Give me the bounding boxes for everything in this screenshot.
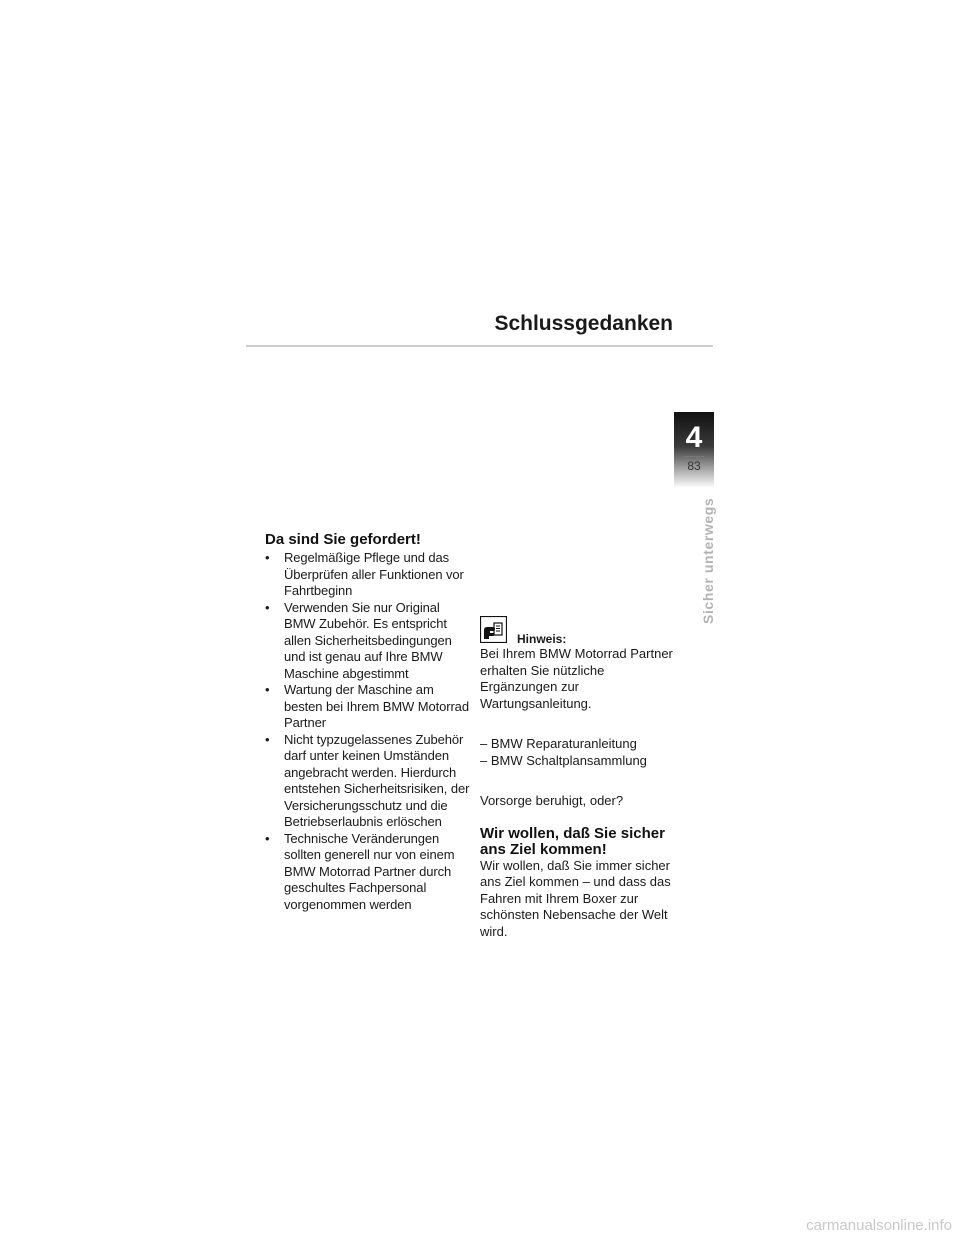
list-item: – BMW Reparaturanleitung <box>480 736 637 751</box>
hint-label: Hinweis: <box>517 632 567 646</box>
hint-text: Bei Ihrem BMW Motorrad Partner erhalten Sie nützliche Ergänzungen zur Wartungsanleitung. <box>480 646 673 711</box>
closing-question: Vorsorge beruhigt, oder? <box>480 793 624 808</box>
title-divider <box>246 345 713 347</box>
list-item: • Verwenden Sie nur Original BMW Zubehör. Es entspricht allen Sicherheitsbedingungen und ist genau auf Ihre BMW Maschine abgestimmt <box>265 599 452 681</box>
bullet-icon: • <box>265 830 270 846</box>
watermark: carmanualsonline.info <box>806 1217 952 1234</box>
spacer <box>480 810 680 826</box>
section-heading-safe-arrival: Wir wollen, daß Sie sicher ans Ziel kommen! <box>480 824 665 858</box>
list-item: • Technische Veränderungen sollten generell nur von einem BMW Motorrad Partner durch geschultes Fachpersonal vorgenommen werden <box>265 830 455 912</box>
requirements-list <box>265 550 470 913</box>
chapter-side-label: Sicher unterwegs <box>700 497 716 624</box>
chapter-divider <box>684 456 704 457</box>
note-hand-icon <box>480 616 507 643</box>
bullet-icon: • <box>265 731 270 747</box>
spacer <box>480 769 680 793</box>
closing-paragraph: Wir wollen, daß Sie immer sicher ans Ziel kommen – und dass das Fahren mit Ihrem Boxer zur schönsten Nebensache der Welt wird. <box>480 857 671 939</box>
page-number: 83 <box>687 459 701 473</box>
left-column <box>265 532 470 913</box>
hint-header <box>480 616 680 646</box>
bullet-icon: • <box>265 682 270 697</box>
chapter-tab <box>674 412 714 488</box>
bullet-icon: • <box>265 599 270 615</box>
section-heading-required: Da sind Sie gefordert! <box>265 531 421 548</box>
chapter-number: 4 <box>685 421 703 454</box>
list-item: • Regelmäßige Pflege und das Überprüfen aller Funktionen vor Fahrtbeginn <box>265 550 464 598</box>
page-title: Schlussgedanken <box>494 312 673 335</box>
list-item: • Wartung der Maschine am besten bei Ihrem BMW Motorrad Partner <box>265 682 469 730</box>
right-column <box>480 616 680 940</box>
bullet-icon: • <box>265 550 270 565</box>
list-item: • Nicht typzugelassenes Zubehör darf unter keinen Umständen angebracht werden. Hierdurch entstehen Sicherheitsrisiken, der Versicherungsschutz und die Betriebserlaubnis erlöschen <box>265 731 470 829</box>
spacer <box>480 712 680 736</box>
list-item: – BMW Schaltplansammlung <box>480 752 647 768</box>
